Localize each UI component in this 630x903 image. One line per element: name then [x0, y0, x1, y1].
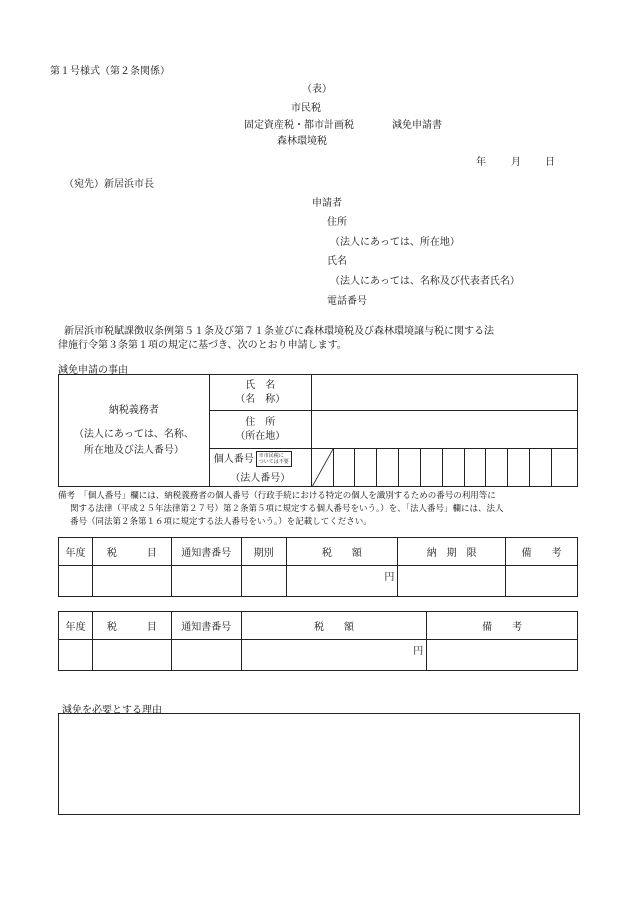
applicant-name-note: （法人にあっては、名称及び代表者氏名） — [330, 276, 520, 287]
tax-name-forest: 森林環境税 — [277, 136, 327, 147]
remarks-line-2: 関する法律（平成２５年法律第２７号）第２条第５項に規定する個人番号をいう。）を、「法人番号」欄には、法人 — [70, 504, 504, 514]
name-label-cell — [209, 375, 311, 411]
personal-number-note-line-2: ついては不要 — [258, 459, 289, 465]
remarks-line-1: 備考 「個人番号」欄には、納税義務者の個人番号（行政手続における特定の個人を識別するための番号の利用等に — [58, 491, 496, 501]
number-digit-4[interactable] — [399, 449, 421, 487]
intro-line-1: 新居浜市税賦課徴収条例第５１条及び第７１条並びに森林環境税及び森林環境譲与税に関する法 — [64, 326, 494, 337]
tax-detail-table-1 — [58, 537, 578, 597]
t2-remarks-field[interactable] — [427, 640, 578, 671]
reason-textarea[interactable] — [58, 713, 580, 815]
t1-header-tax-item: 税 目 — [92, 538, 171, 566]
t1-header-tax-amount: 税 額 — [286, 538, 398, 566]
t1-header-notice-number: 通知書番号 — [171, 538, 241, 566]
t1-year-field[interactable] — [59, 566, 93, 597]
personal-number-label-cell — [209, 449, 311, 468]
taxpayer-address-field[interactable] — [311, 411, 577, 449]
addressee: （宛先）新居浜市長 — [64, 179, 154, 190]
t2-tax-amount-field[interactable] — [241, 640, 427, 671]
t1-period-field[interactable] — [241, 566, 286, 597]
document-title: 減免申請書 — [392, 120, 442, 131]
number-digit-7[interactable] — [464, 449, 486, 487]
form-number: 第１号様式（第２条関係） — [50, 66, 170, 77]
reason-label: 減免を必要とする理由 — [62, 705, 162, 716]
name-label: 氏 名 — [245, 379, 276, 391]
t1-header-period: 期別 — [241, 538, 286, 566]
t2-yen-unit: 円 — [413, 646, 424, 657]
applicant-address-label: 住所 — [327, 217, 347, 228]
taxpayer-note-line-1: （法人にあっては、名称、 — [73, 428, 194, 440]
applicant-name-label: 氏名 — [327, 256, 347, 267]
t1-remarks-field[interactable] — [506, 566, 578, 597]
number-digit-10[interactable] — [530, 449, 552, 487]
personal-number-label: 個人番号 — [213, 453, 254, 465]
number-digit-9[interactable] — [508, 449, 530, 487]
applicant-phone-label: 電話番号 — [327, 296, 367, 307]
remarks-line-3: 番号（同法第２条第１６項に規定する法人番号をいう。）を記載してください。 — [70, 517, 372, 527]
number-digit-5[interactable] — [420, 449, 442, 487]
address-label-sub: （所在地） — [235, 430, 286, 442]
t2-year-field[interactable] — [59, 640, 93, 671]
corporate-number-label-cell — [209, 468, 311, 487]
tax-name-property: 固定資産税・都市計画税 — [244, 120, 354, 131]
taxpayer-label: 納税義務者 — [108, 404, 159, 416]
t2-header-year: 年度 — [59, 612, 93, 640]
t1-notice-number-field[interactable] — [171, 566, 241, 597]
t1-header-year: 年度 — [59, 538, 93, 566]
taxpayer-note-line-2: 所在地及び法人番号） — [83, 444, 184, 456]
t2-tax-item-field[interactable] — [92, 640, 171, 671]
corporate-number-label: （法人番号） — [230, 473, 291, 485]
t1-yen-unit: 円 — [384, 572, 395, 583]
t1-due-date-field[interactable] — [398, 566, 506, 597]
taxpayer-label-cell — [59, 375, 210, 487]
applicant-address-note: （法人にあっては、所在地） — [330, 237, 460, 248]
taxpayer-table — [58, 374, 578, 487]
t1-header-remarks: 備 考 — [506, 538, 578, 566]
personal-number-note — [256, 451, 292, 467]
t1-header-due-date: 納 期 限 — [398, 538, 506, 566]
t2-notice-number-field[interactable] — [171, 640, 241, 671]
t1-tax-item-field[interactable] — [92, 566, 171, 597]
t1-tax-amount-field[interactable] — [286, 566, 398, 597]
date-day: 日 — [545, 157, 555, 168]
number-digit-8[interactable] — [486, 449, 508, 487]
diagonal-slash-icon — [312, 449, 333, 487]
address-label: 住 所 — [245, 416, 276, 428]
t2-header-tax-item: 税 目 — [92, 612, 171, 640]
taxpayer-name-field[interactable] — [311, 375, 577, 411]
applicant-label: 申請者 — [312, 198, 342, 209]
tax-detail-table-2 — [58, 611, 578, 671]
address-label-cell — [209, 411, 311, 449]
name-label-sub: （名 称） — [235, 393, 286, 405]
number-digit-2[interactable] — [355, 449, 377, 487]
reason-heading: 減免申請の事由 — [58, 365, 128, 376]
personal-number-note-line-1: ※市民税に — [258, 453, 284, 459]
number-digit-11[interactable] — [551, 449, 577, 487]
number-digit-6[interactable] — [442, 449, 464, 487]
number-digit-3[interactable] — [377, 449, 399, 487]
t2-header-tax-amount: 税 額 — [241, 612, 427, 640]
number-digit-0[interactable] — [311, 449, 333, 487]
intro-line-2: 律施行令第３条第１項の規定に基づき、次のとおり申請します。 — [58, 340, 347, 351]
date-month: 月 — [511, 157, 521, 168]
number-digit-1[interactable] — [333, 449, 355, 487]
page-side-label: （表） — [302, 84, 332, 95]
date-year: 年 — [476, 157, 486, 168]
t2-header-remarks: 備 考 — [427, 612, 578, 640]
t2-header-notice-number: 通知書番号 — [171, 612, 241, 640]
tax-name-municipal: 市民税 — [291, 103, 321, 114]
